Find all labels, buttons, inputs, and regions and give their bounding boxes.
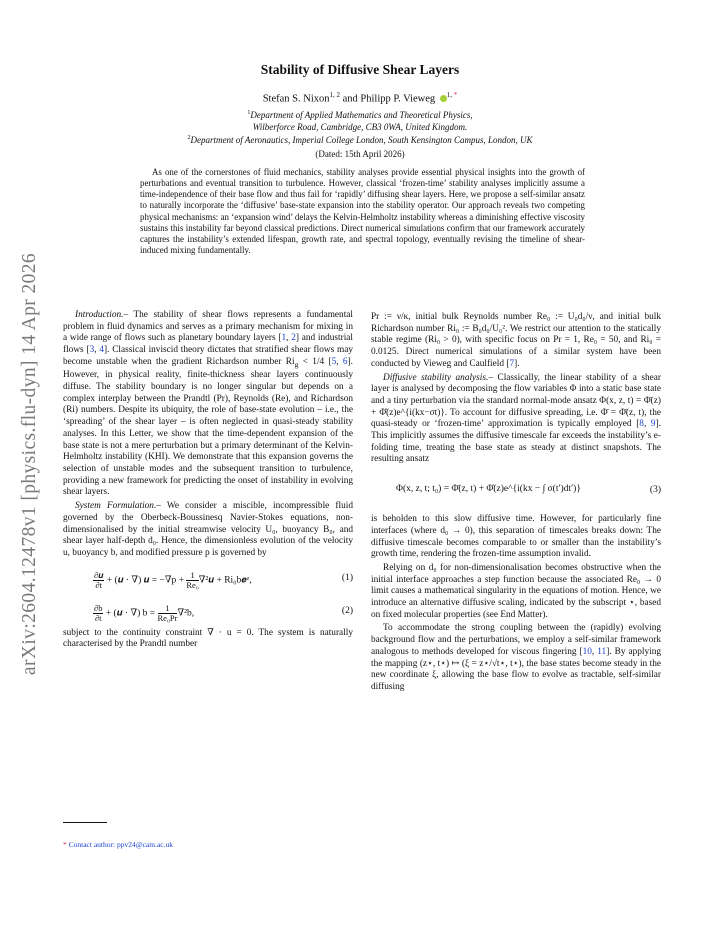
orcid-icon[interactable] xyxy=(440,95,447,102)
equation-3: Φ(x, z, t; t₀) = Φ̄(z, t) + Φ̂(z)e^{i(kx − ∫ σ(t′)dt′)} (3) xyxy=(396,484,661,496)
affil-1-line-2: Wilberforce Road, Cambridge, CB3 0WA, United Kingdom. xyxy=(252,121,468,132)
citation-4[interactable]: 4 xyxy=(99,345,104,356)
intro-paragraph: Introduction.– The stability of shear flows represents a fundamental problem in fluid dynamics and serves as a primary mechanism for mixing in a wide range of flows such as planetary boundary layers [1, 2] and industrial flows [3, 4]. Classical inviscid theory dictates that stratified shear flows may become unstable when the gradient Richardson number $Ri_g < 1/4$ [5, 6]. However, in physical reality, finite-thickness shear layers continuously diffuse. The stability boundary is no longer singular but depends on a complex interplay between the Prandtl (Pr), Reynolds (Re), and Richardson (Ri) numbers. Despite its ubiquity, the role of base-state evolution – i.e., the ‘spreading’ of the shear layer – is often neglected in quasi-steady stability analyses. In this Letter, we show that the time-dependent expansion of the base state is not a mere perturbation but a primary determinant of the Kelvin-Helmholtz instability (KHI). We demonstrate that this expansion governs the selection of unstable modes and the subsequent transition to turbulence, providing a new framework for predicting the onset of instability in evolving shear layers. xyxy=(63,310,353,498)
intro-heading: Introduction.– xyxy=(75,310,129,320)
equation-1-number: (1) xyxy=(341,572,353,583)
citation-1[interactable]: 1 xyxy=(281,333,287,344)
affil-2-line: Department of Aeronautics, Imperial College London, South Kensington Campus, London, UK xyxy=(190,135,533,145)
affiliation-2 xyxy=(0,133,720,147)
diffusive-stability-heading: Diffusive stability analysis.– xyxy=(383,372,493,383)
system-paragraph: System Formulation.– We consider a miscible, incompressible fluid governed by the Oberbeck-Boussinesq Navier-Stokes equations, non-dimensionalised by the initial streamwise velocity U₀, buoyancy B₀, and shear layer half-depth d₀. Hence, the dimensionless evolution of the velocity u, buoyancy b, and modified pressure p is governed by xyxy=(63,501,353,558)
equation-2-number: (2) xyxy=(341,605,353,616)
system-heading: System Formulation.– xyxy=(75,501,161,512)
author-list xyxy=(0,91,720,105)
citation-6[interactable]: 6 xyxy=(342,356,348,367)
contact-email-link[interactable]: Contact author: ppv24@cam.ac.uk xyxy=(66,840,174,849)
footnote-rule xyxy=(63,822,107,823)
equation-2: $\frac{\partial b}{\partial t}$ + (𝒖 · ∇) b = $\frac{1}{\text{Re₀Pr}}$ ∇²b, (2) xyxy=(94,602,353,623)
date-line: (Dated: 15th April 2026) xyxy=(315,149,405,159)
author-2: Philipp P. Vieweg xyxy=(360,93,436,105)
affil-1-line-1: Department of Applied Mathematics and Theoretical Physics, xyxy=(250,110,473,120)
timescale-paragraph: is beholden to this slow diffusive time. However, for particularly fine interfaces (where d₀ → 0), this separation of timescales breaks down: The diffusive timescale becomes comparable to or smaller than the instability’s growth time, rendering the frozen-time assumption invalid. xyxy=(371,514,661,560)
affil-2-num: 2 xyxy=(187,135,191,141)
citation-11[interactable]: 11 xyxy=(597,646,607,657)
abstract: As one of the cornerstones of fluid mechanics, stability analyses provide essential physical insights into the growth of perturbations and eventual transition to turbulence. However, classical ‘frozen-time’ stability analyses implicitly assume a time-independence of their base flow and thus fail for ‘rapidly’ diffusing shear layers. Here, we propose a self-similar ansatz to naturally incorporate the ‘diffusive’ base-state expansion into the stability operator. Our approach reveals two competing physical mechanisms: an ‘expansion wind’ delays the Kelvin-Helmholtz instability whereas a diminishing effective viscosity sustains this instability far beyond classical predictions. Direct numerical simulations confirm that our framework accurately captures the instability’s extended lifespan, growth rate, and spectral topology, eventually revising the timeline of shear-induced mixing fundamentally. xyxy=(140,167,585,256)
author-2-affil: 1, xyxy=(446,91,454,99)
paper-title: Stability of Diffusive Shear Layers xyxy=(260,62,460,77)
parameters-paragraph: Pr := ν/κ, initial bulk Reynolds number Re₀ := U₀d₀/ν, and initial bulk Richardson number Ri₀ := B₀d₀/U₀². We restrict our attention to the statically stable regime (Ri₀ > 0), with specific focus on Pr = 1, Re₀ = 50, and Ri₀ = 0.0125. Direct numerical simulations of a similar system have been conducted by Vieweg and Caulfield [7]. xyxy=(371,312,661,369)
continuity-paragraph: subject to the continuity constraint ∇ · u = 0. The system is naturally characterised by the Prandtl number xyxy=(63,627,353,650)
arxiv-identifier: arXiv:2604.12478v1 [physics.flu-dyn] 14 Apr 2026 xyxy=(19,252,40,676)
citation-10[interactable]: 10 xyxy=(582,646,592,657)
citation-3[interactable]: 3 xyxy=(89,345,95,356)
right-column xyxy=(371,312,661,696)
citation-2[interactable]: 2 xyxy=(291,333,296,344)
footnote[interactable] xyxy=(63,840,173,849)
citation-9[interactable]: 9 xyxy=(650,419,656,430)
footnote-star: * xyxy=(63,840,67,849)
citation-7[interactable]: 7 xyxy=(509,358,515,369)
corresponding-star[interactable]: * xyxy=(453,91,458,99)
author-1-affil: 1, 2 xyxy=(329,91,340,99)
author-and: and xyxy=(340,93,361,105)
left-column xyxy=(63,310,353,653)
self-similar-paragraph: To accommodate the strong coupling between the (rapidly) evolving background flow and the perturbations, we employ a self-similar framework analogous to methods developed for viscous fingering [10, 11]. By applying the mapping (z⋆, t⋆) ↦ (ξ = z⋆/√t⋆, t⋆), the base states become steady in the new coordinate ξ, allowing the base flow to evolve as tractable, self-similar diffusing xyxy=(371,623,662,692)
arxiv-sidebar xyxy=(8,214,52,714)
affil-1-num: 1 xyxy=(247,110,251,116)
author-1: Stefan S. Nixon xyxy=(262,93,330,105)
scaling-paragraph: Relying on d₀ for non-dimensionalisation becomes obstructive when the initial interface approaches a step function because the associated Re₀ → 0 limit causes a mathematical singularity in the equations of motion. Hence, we introduce an alternative diffusive scaling, indicated by the subscript ⋆, based on fixed molecular properties (see End Matter). xyxy=(371,562,661,620)
citation-8[interactable]: 8 xyxy=(639,419,644,430)
citation-5[interactable]: 5 xyxy=(331,356,337,367)
affiliation-1 xyxy=(0,108,720,133)
equation-1: $\frac{\text{∂𝒖}}{\partial t}$ + (𝒖 · ∇) 𝒖 = −∇p + $\frac{1}{\text{Re₀}}$ ∇²𝒖 + Ri₀b𝒆ᶻ, (1) xyxy=(94,569,353,590)
diffusive-stability-paragraph: Diffusive stability analysis.– Classically, the linear stability of a shear layer is analysed by decomposing the flow variables Φ into a static base state and a tiny perturbation via the standard normal-mode ansatz Φ(x, z, t) = Φ̄(z) + Φ̂(z)e^{i(kx−σt)}. To account for diffusive spreading, i.e. Φ̄ = Φ̄(z, t), the quasi-steady or ‘frozen-time’ approximation is typically employed [8, 9]. This implicitly assumes the diffusive timescale far exceeds the instability’s e-folding time, treating the base state as steady at distinct snapshots. The resulting ansatz xyxy=(371,372,661,465)
equation-3-number: (3) xyxy=(649,485,661,496)
